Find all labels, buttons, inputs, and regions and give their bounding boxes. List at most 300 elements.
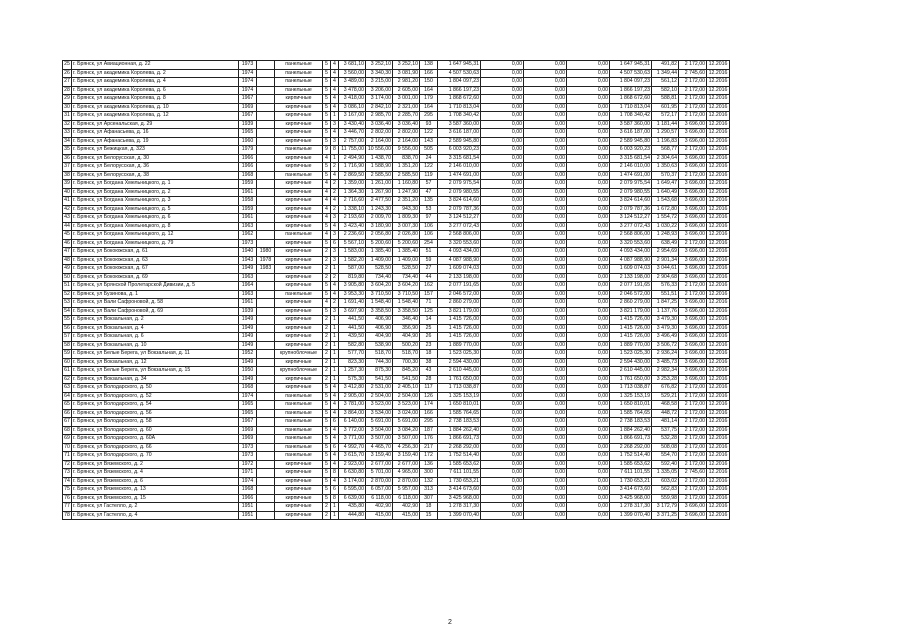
cell-residential-area: 528,50 [393, 265, 420, 274]
table-row [63, 103, 730, 112]
cell-repair-cost: 1 415 726,00 [438, 316, 481, 325]
cell-cost-per-sqm: 554,70 [652, 452, 679, 461]
cell-total-area: 3 615,70 [339, 452, 366, 461]
cell-year-built: 1967 [239, 418, 257, 427]
cell-cost-per-sqm: 1 290,57 [652, 129, 679, 138]
cell-regional-funds: 0,00 [524, 503, 567, 512]
cell-max-cost-per-sqm: 2 172,00 [679, 86, 707, 95]
table-row [63, 469, 730, 478]
cell-repair-cost: 3 124 512,27 [438, 214, 481, 223]
cell-planned-date: 12.2016 [707, 452, 730, 461]
cell-residential-area: 838,70 [393, 154, 420, 163]
cell-planned-date: 12.2016 [707, 103, 730, 112]
cell-floors: 5 [323, 452, 331, 461]
cell-row-number: 72 [64, 460, 70, 467]
cell-floors: 5 [323, 103, 331, 112]
register-table [62, 60, 730, 520]
cell-repair-cost: 1 474 691,00 [438, 171, 481, 180]
cell-residential-area: 3 358,50 [393, 307, 420, 316]
cell-max-cost-per-sqm: 2 172,00 [679, 443, 707, 452]
cell-municipal-funds: 0,00 [567, 511, 610, 520]
cell-residents: 166 [420, 69, 438, 78]
cell-planned-date: 12.2016 [707, 460, 730, 469]
cell-address: г. Брянск, ул академика Королева, д. 4 [72, 78, 239, 87]
cell-regional-funds: 0,00 [524, 494, 567, 503]
cell-cost-per-sqm: 1 248,93 [652, 231, 679, 240]
cell-regional-funds: 0,00 [524, 239, 567, 248]
cell-cost-per-sqm: 572,17 [652, 112, 679, 121]
cell-wall-material: кирпичные [275, 248, 323, 257]
table-row [63, 197, 730, 206]
cell-planned-date: 12.2016 [707, 426, 730, 435]
cell-entrances: 4 [331, 61, 339, 70]
cell-cost-per-sqm: 508,08 [652, 443, 679, 452]
cell-floors: 4 [323, 205, 331, 214]
cell-wall-material: кирпичные [275, 494, 323, 503]
cell-planned-date: 12.2016 [707, 69, 730, 78]
cell-row-number: 39 [64, 180, 70, 186]
cell-address: г. Брянск, ул Володарского, д. 70 [72, 452, 239, 461]
cell-floors: 5 [323, 392, 331, 401]
cell-max-cost-per-sqm: 2 172,00 [679, 409, 707, 418]
cell-total-area: 3 430,40 [339, 120, 366, 129]
cell-address: г. Брянск, ул Вяземского, д. 2 [72, 460, 239, 469]
cell-year-built: 1973 [239, 239, 257, 248]
cell-cost-per-sqm: 1 847,25 [652, 299, 679, 308]
cell-year-renovated [257, 103, 275, 112]
cell-repair-cost: 1 585 764,65 [438, 409, 481, 418]
cell-living-area: 1 548,40 [366, 299, 393, 308]
cell-address: г. Брянск, ул Володарского, д. 56 [72, 409, 239, 418]
cell-municipal-funds: 0,00 [567, 435, 610, 444]
cell-regional-funds: 0,00 [524, 367, 567, 376]
cell-living-area: 1 261,00 [366, 180, 393, 189]
cell-year-built: 1968 [239, 171, 257, 180]
cell-max-cost-per-sqm: 3 696,00 [679, 375, 707, 384]
cell-living-area: 3 215,00 [366, 78, 393, 87]
cell-address: г. Брянск, ул Вяземского, д. 4 [72, 469, 239, 478]
cell-owner-funds: 2 079 980,55 [610, 188, 652, 197]
cell-cost-per-sqm: 1 030,22 [652, 222, 679, 231]
cell-address: г. Брянск, ул Вокзальная, д. 10 [72, 341, 239, 350]
cell-row-number: 61 [64, 367, 70, 373]
cell-federal-funds: 0,00 [481, 511, 524, 520]
cell-year-built: 1965 [239, 129, 257, 138]
cell-residents: 18 [420, 503, 438, 512]
cell-living-area: 1 385,40 [366, 248, 393, 257]
cell-planned-date: 12.2016 [707, 290, 730, 299]
cell-address: г. Брянск, ул Бузиновa, д. 1 [72, 290, 239, 299]
table-row [63, 341, 730, 350]
cell-municipal-funds: 0,00 [567, 248, 610, 257]
cell-total-area: 2 869,50 [339, 171, 366, 180]
cell-living-area: 415,00 [366, 511, 393, 520]
cell-row-number: 71 [64, 452, 70, 458]
cell-year-built: 1973 [239, 61, 257, 70]
cell-planned-date: 12.2016 [707, 205, 730, 214]
cell-residents: 24 [420, 154, 438, 163]
cell-max-cost-per-sqm: 2 172,00 [679, 392, 707, 401]
cell-residents: 47 [420, 188, 438, 197]
cell-planned-date: 12.2016 [707, 180, 730, 189]
cell-address: г. Брянск, ул Афанасьева, д. 19 [72, 137, 239, 146]
cell-year-renovated [257, 112, 275, 121]
cell-owner-funds: 1 708 340,42 [610, 112, 652, 121]
cell-total-area: 4 992,70 [339, 443, 366, 452]
cell-municipal-funds: 0,00 [567, 256, 610, 265]
cell-owner-funds: 2 079 975,54 [610, 180, 652, 189]
cell-entrances: 4 [331, 401, 339, 410]
cell-wall-material: панельные [275, 426, 323, 435]
cell-year-renovated [257, 333, 275, 342]
cell-regional-funds: 0,00 [524, 265, 567, 274]
cell-residential-area: 3 159,40 [393, 452, 420, 461]
cell-residents: 122 [420, 129, 438, 138]
cell-regional-funds: 0,00 [524, 129, 567, 138]
cell-entrances: 4 [331, 197, 339, 206]
cell-repair-cost: 1 609 074,03 [438, 265, 481, 274]
cell-owner-funds: 3 616 187,00 [610, 129, 652, 138]
cell-regional-funds: 0,00 [524, 163, 567, 172]
cell-floors: 4 [323, 180, 331, 189]
cell-municipal-funds: 0,00 [567, 222, 610, 231]
cell-residential-area: 2 585,50 [393, 171, 420, 180]
cell-living-area: 6 118,00 [366, 494, 393, 503]
cell-residents: 136 [420, 460, 438, 469]
cell-floors: 2 [323, 256, 331, 265]
cell-max-cost-per-sqm: 2 172,00 [679, 435, 707, 444]
cell-living-area: 3 159,40 [366, 452, 393, 461]
cell-repair-cost: 2 610 445,00 [438, 367, 481, 376]
cell-wall-material: кирпичные [275, 120, 323, 129]
cell-federal-funds: 0,00 [481, 452, 524, 461]
cell-row-number: 31 [64, 112, 70, 118]
cell-regional-funds: 0,00 [524, 205, 567, 214]
cell-entrances: 4 [331, 282, 339, 291]
cell-owner-funds: 2 860 279,00 [610, 299, 652, 308]
cell-max-cost-per-sqm: 3 696,00 [679, 205, 707, 214]
cell-max-cost-per-sqm: 3 696,00 [679, 188, 707, 197]
cell-row-number: 65 [64, 401, 70, 407]
cell-regional-funds: 0,00 [524, 299, 567, 308]
cell-wall-material: кирпичные [275, 222, 323, 231]
cell-year-renovated [257, 494, 275, 503]
cell-planned-date: 12.2016 [707, 86, 730, 95]
cell-address: г. Брянск, ул Вали Сафроновой, д. 69 [72, 307, 239, 316]
cell-max-cost-per-sqm: 2 172,00 [679, 418, 707, 427]
cell-entrances: 6 [331, 239, 339, 248]
cell-year-built: 1939 [239, 120, 257, 129]
cell-repair-cost: 2 079 980,55 [438, 188, 481, 197]
cell-regional-funds: 0,00 [524, 426, 567, 435]
cell-wall-material: кирпичные [275, 333, 323, 342]
cell-municipal-funds: 0,00 [567, 426, 610, 435]
cell-owner-funds: 3 587 360,00 [610, 120, 652, 129]
cell-regional-funds: 0,00 [524, 290, 567, 299]
cell-residential-area: 1 548,40 [393, 299, 420, 308]
cell-residential-area: 404,90 [393, 333, 420, 342]
cell-address: г. Брянск, ул Арсенальская, д. 29 [72, 120, 239, 129]
cell-entrances: 2 [331, 205, 339, 214]
cell-municipal-funds: 0,00 [567, 358, 610, 367]
cell-floors: 5 [323, 486, 331, 495]
cell-residents: 57 [420, 180, 438, 189]
cell-address: г. Брянск, ул Белорусская, д. 38 [72, 171, 239, 180]
cell-year-built: 1951 [239, 503, 257, 512]
cell-address: г. Брянск, ул Вокзальная, д. 12 [72, 358, 239, 367]
cell-year-renovated [257, 477, 275, 486]
cell-wall-material: кирпичные [275, 341, 323, 350]
cell-floors: 5 [323, 307, 331, 316]
cell-residential-area: 734,40 [393, 273, 420, 282]
cell-floors: 5 [323, 120, 331, 129]
cell-living-area: 3 710,50 [366, 290, 393, 299]
cell-residents: 71 [420, 299, 438, 308]
cell-floors: 2 [323, 511, 331, 520]
cell-address: г. Брянск, ул Бокоюжская, д. 67 [72, 265, 239, 274]
cell-federal-funds: 0,00 [481, 273, 524, 282]
table-row [63, 392, 730, 401]
cell-living-area: 2 802,00 [366, 129, 393, 138]
cell-living-area: 538,90 [366, 341, 393, 350]
cell-floors: 5 [323, 137, 331, 146]
cell-year-built: 1960 [239, 137, 257, 146]
cell-max-cost-per-sqm: 2 172,00 [679, 494, 707, 503]
cell-cost-per-sqm: 532,28 [652, 435, 679, 444]
table-row [63, 477, 730, 486]
cell-owner-funds: 3 425 968,00 [610, 494, 652, 503]
cell-regional-funds: 0,00 [524, 443, 567, 452]
cell-year-built: 1958 [239, 197, 257, 206]
cell-year-renovated [257, 171, 275, 180]
cell-year-built: 1949 [239, 265, 257, 274]
cell-owner-funds: 3 277 072,43 [610, 222, 652, 231]
cell-residential-area: 2 605,00 [393, 86, 420, 95]
cell-residents: 125 [420, 307, 438, 316]
cell-floors: 5 [323, 494, 331, 503]
cell-repair-cost: 1 650 810,01 [438, 401, 481, 410]
cell-max-cost-per-sqm: 3 696,00 [679, 256, 707, 265]
cell-residential-area: 5 200,60 [393, 239, 420, 248]
cell-federal-funds: 0,00 [481, 188, 524, 197]
cell-max-cost-per-sqm: 2 172,00 [679, 61, 707, 70]
cell-address: г. Брянск, ул Володарского, д. 66 [72, 443, 239, 452]
cell-floors: 2 [323, 358, 331, 367]
cell-residential-area: 2 351,20 [393, 197, 420, 206]
cell-year-renovated [257, 239, 275, 248]
cell-row-number: 34 [64, 137, 70, 144]
cell-residential-area: 3 710,50 [393, 290, 420, 299]
cell-floors: 4 [323, 197, 331, 206]
cell-residential-area: 2 802,00 [393, 129, 420, 138]
cell-cost-per-sqm: 468,58 [652, 401, 679, 410]
cell-residential-area: 2 026,80 [393, 231, 420, 240]
cell-total-area: 3 412,80 [339, 384, 366, 393]
cell-floors: 2 [323, 316, 331, 325]
cell-floors: 4 [323, 154, 331, 163]
cell-planned-date: 12.2016 [707, 350, 730, 359]
cell-total-area: 2 757,00 [339, 137, 366, 146]
table-row [63, 409, 730, 418]
cell-regional-funds: 0,00 [524, 375, 567, 384]
cell-federal-funds: 0,00 [481, 367, 524, 376]
cell-federal-funds: 0,00 [481, 316, 524, 325]
cell-year-renovated [257, 163, 275, 172]
cell-wall-material: панельные [275, 409, 323, 418]
cell-federal-funds: 0,00 [481, 486, 524, 495]
cell-municipal-funds: 0,00 [567, 120, 610, 129]
cell-year-built: 1968 [239, 384, 257, 393]
cell-owner-funds: 1 866 691,73 [610, 435, 652, 444]
cell-federal-funds: 0,00 [481, 324, 524, 333]
cell-residents: 53 [420, 205, 438, 214]
cell-year-renovated [257, 222, 275, 231]
cell-max-cost-per-sqm: 2 172,00 [679, 384, 707, 393]
cell-max-cost-per-sqm: 2 172,00 [679, 452, 707, 461]
cell-total-area: 3 681,10 [339, 61, 366, 70]
cell-total-area: 3 418,00 [339, 95, 366, 104]
cell-cost-per-sqm: 1 137,76 [652, 307, 679, 316]
table-row [63, 231, 730, 240]
cell-row-number: 55 [64, 316, 70, 322]
cell-entrances: 1 [331, 333, 339, 342]
cell-living-area: 528,50 [366, 265, 393, 274]
cell-municipal-funds: 0,00 [567, 171, 610, 180]
cell-total-area: 2 905,00 [339, 392, 366, 401]
cell-wall-material: кирпичные [275, 103, 323, 112]
cell-owner-funds: 1 866 197,23 [610, 86, 652, 95]
cell-row-number: 78 [64, 511, 70, 518]
cell-entrances: 4 [331, 69, 339, 78]
cell-cost-per-sqm: 3 485,73 [652, 358, 679, 367]
cell-row-number: 41 [64, 197, 70, 203]
cell-federal-funds: 0,00 [481, 248, 524, 257]
cell-address: г. Брянск, ул Вокзальная, д. 4 [72, 324, 239, 333]
cell-regional-funds: 0,00 [524, 486, 567, 495]
cell-total-area: 823,30 [339, 358, 366, 367]
cell-entrances: 2 [331, 163, 339, 172]
cell-year-built: 1969 [239, 103, 257, 112]
cell-living-area: 2 531,00 [366, 384, 393, 393]
cell-living-area: 2 477,50 [366, 197, 393, 206]
cell-address: г. Брянск, ул Богдана Хмельницкого, д. 79 [72, 239, 239, 248]
cell-owner-funds: 1 585 653,62 [610, 460, 652, 469]
cell-repair-cost: 3 315 681,54 [438, 154, 481, 163]
cell-address: г. Брянск, ул Володарского, д. 54 [72, 401, 239, 410]
cell-floors: 2 [323, 333, 331, 342]
cell-wall-material: кирпичные [275, 282, 323, 291]
cell-repair-cost: 3 587 360,00 [438, 120, 481, 129]
cell-federal-funds: 0,00 [481, 358, 524, 367]
cell-residential-area: 1 809,30 [393, 214, 420, 223]
cell-federal-funds: 0,00 [481, 290, 524, 299]
cell-max-cost-per-sqm: 3 696,00 [679, 273, 707, 282]
cell-regional-funds: 0,00 [524, 460, 567, 469]
cell-planned-date: 12.2016 [707, 256, 730, 265]
table-row [63, 486, 730, 495]
cell-wall-material: панельные [275, 86, 323, 95]
cell-entrances: 4 [331, 435, 339, 444]
cell-owner-funds: 2 079 787,36 [610, 205, 652, 214]
cell-municipal-funds: 0,00 [567, 341, 610, 350]
cell-address: г. Брянск, ул академика Королева, д. 6 [72, 86, 239, 95]
cell-regional-funds: 0,00 [524, 146, 567, 155]
cell-repair-cost: 7 611 101,55 [438, 469, 481, 478]
cell-year-built: 1974 [239, 78, 257, 87]
cell-repair-cost: 1 399 070,40 [438, 511, 481, 520]
table-row [63, 290, 730, 299]
cell-residential-area: 3 507,00 [393, 435, 420, 444]
cell-year-renovated [257, 503, 275, 512]
cell-residents: 187 [420, 426, 438, 435]
cell-address: г. Брянск, ул Володарского, д. 52 [72, 392, 239, 401]
cell-max-cost-per-sqm: 2 172,00 [679, 426, 707, 435]
cell-max-cost-per-sqm: 2 172,00 [679, 95, 707, 104]
cell-year-built: 1939 [239, 307, 257, 316]
cell-federal-funds: 0,00 [481, 460, 524, 469]
cell-wall-material: кирпичные [275, 477, 323, 486]
cell-residential-area: 2 164,00 [393, 137, 420, 146]
cell-total-area: 587,00 [339, 265, 366, 274]
cell-repair-cost: 3 821 179,00 [438, 307, 481, 316]
cell-address: г. Брянск, ул Володарского, д. 60А [72, 435, 239, 444]
cell-year-renovated [257, 358, 275, 367]
cell-regional-funds: 0,00 [524, 120, 567, 129]
cell-owner-funds: 1 650 810,01 [610, 401, 652, 410]
cell-cost-per-sqm: 1 672,80 [652, 205, 679, 214]
cell-floors: 5 [323, 86, 331, 95]
cell-repair-cost: 1 523 025,30 [438, 350, 481, 359]
cell-repair-cost: 2 568 806,00 [438, 231, 481, 240]
cell-regional-funds: 0,00 [524, 69, 567, 78]
cell-entrances: 4 [331, 171, 339, 180]
cell-planned-date: 12.2016 [707, 469, 730, 478]
cell-municipal-funds: 0,00 [567, 316, 610, 325]
cell-municipal-funds: 0,00 [567, 350, 610, 359]
cell-address: г. Брянск, ул Вали Сафроновой, д. 58 [72, 299, 239, 308]
cell-living-area: 2 677,00 [366, 460, 393, 469]
cell-floors: 2 [323, 265, 331, 274]
cell-max-cost-per-sqm: 3 696,00 [679, 214, 707, 223]
cell-regional-funds: 0,00 [524, 392, 567, 401]
cell-planned-date: 12.2016 [707, 222, 730, 231]
table-row [63, 78, 730, 87]
cell-total-area: 819,80 [339, 273, 366, 282]
cell-year-renovated: 1983 [257, 265, 275, 274]
cell-year-built: 1965 [239, 409, 257, 418]
cell-owner-funds: 1 399 070,40 [610, 511, 652, 520]
cell-residents: 117 [420, 384, 438, 393]
cell-residential-area: 4 965,00 [393, 469, 420, 478]
cell-year-built: 1968 [239, 486, 257, 495]
cell-residential-area: 402,90 [393, 503, 420, 512]
cell-regional-funds: 0,00 [524, 418, 567, 427]
cell-floors: 5 [323, 409, 331, 418]
cell-residents: 150 [420, 78, 438, 87]
cell-year-renovated [257, 341, 275, 350]
cell-repair-cost: 1 325 153,19 [438, 392, 481, 401]
cell-planned-date: 12.2016 [707, 197, 730, 206]
cell-residents: 59 [420, 256, 438, 265]
cell-entrances: 4 [331, 78, 339, 87]
cell-entrances: 1 [331, 154, 339, 163]
cell-floors: 5 [323, 435, 331, 444]
cell-total-area: 3 423,40 [339, 222, 366, 231]
table-row [63, 282, 730, 291]
cell-residents: 176 [420, 435, 438, 444]
cell-planned-date: 12.2016 [707, 239, 730, 248]
cell-residential-area: 3 001,00 [393, 95, 420, 104]
